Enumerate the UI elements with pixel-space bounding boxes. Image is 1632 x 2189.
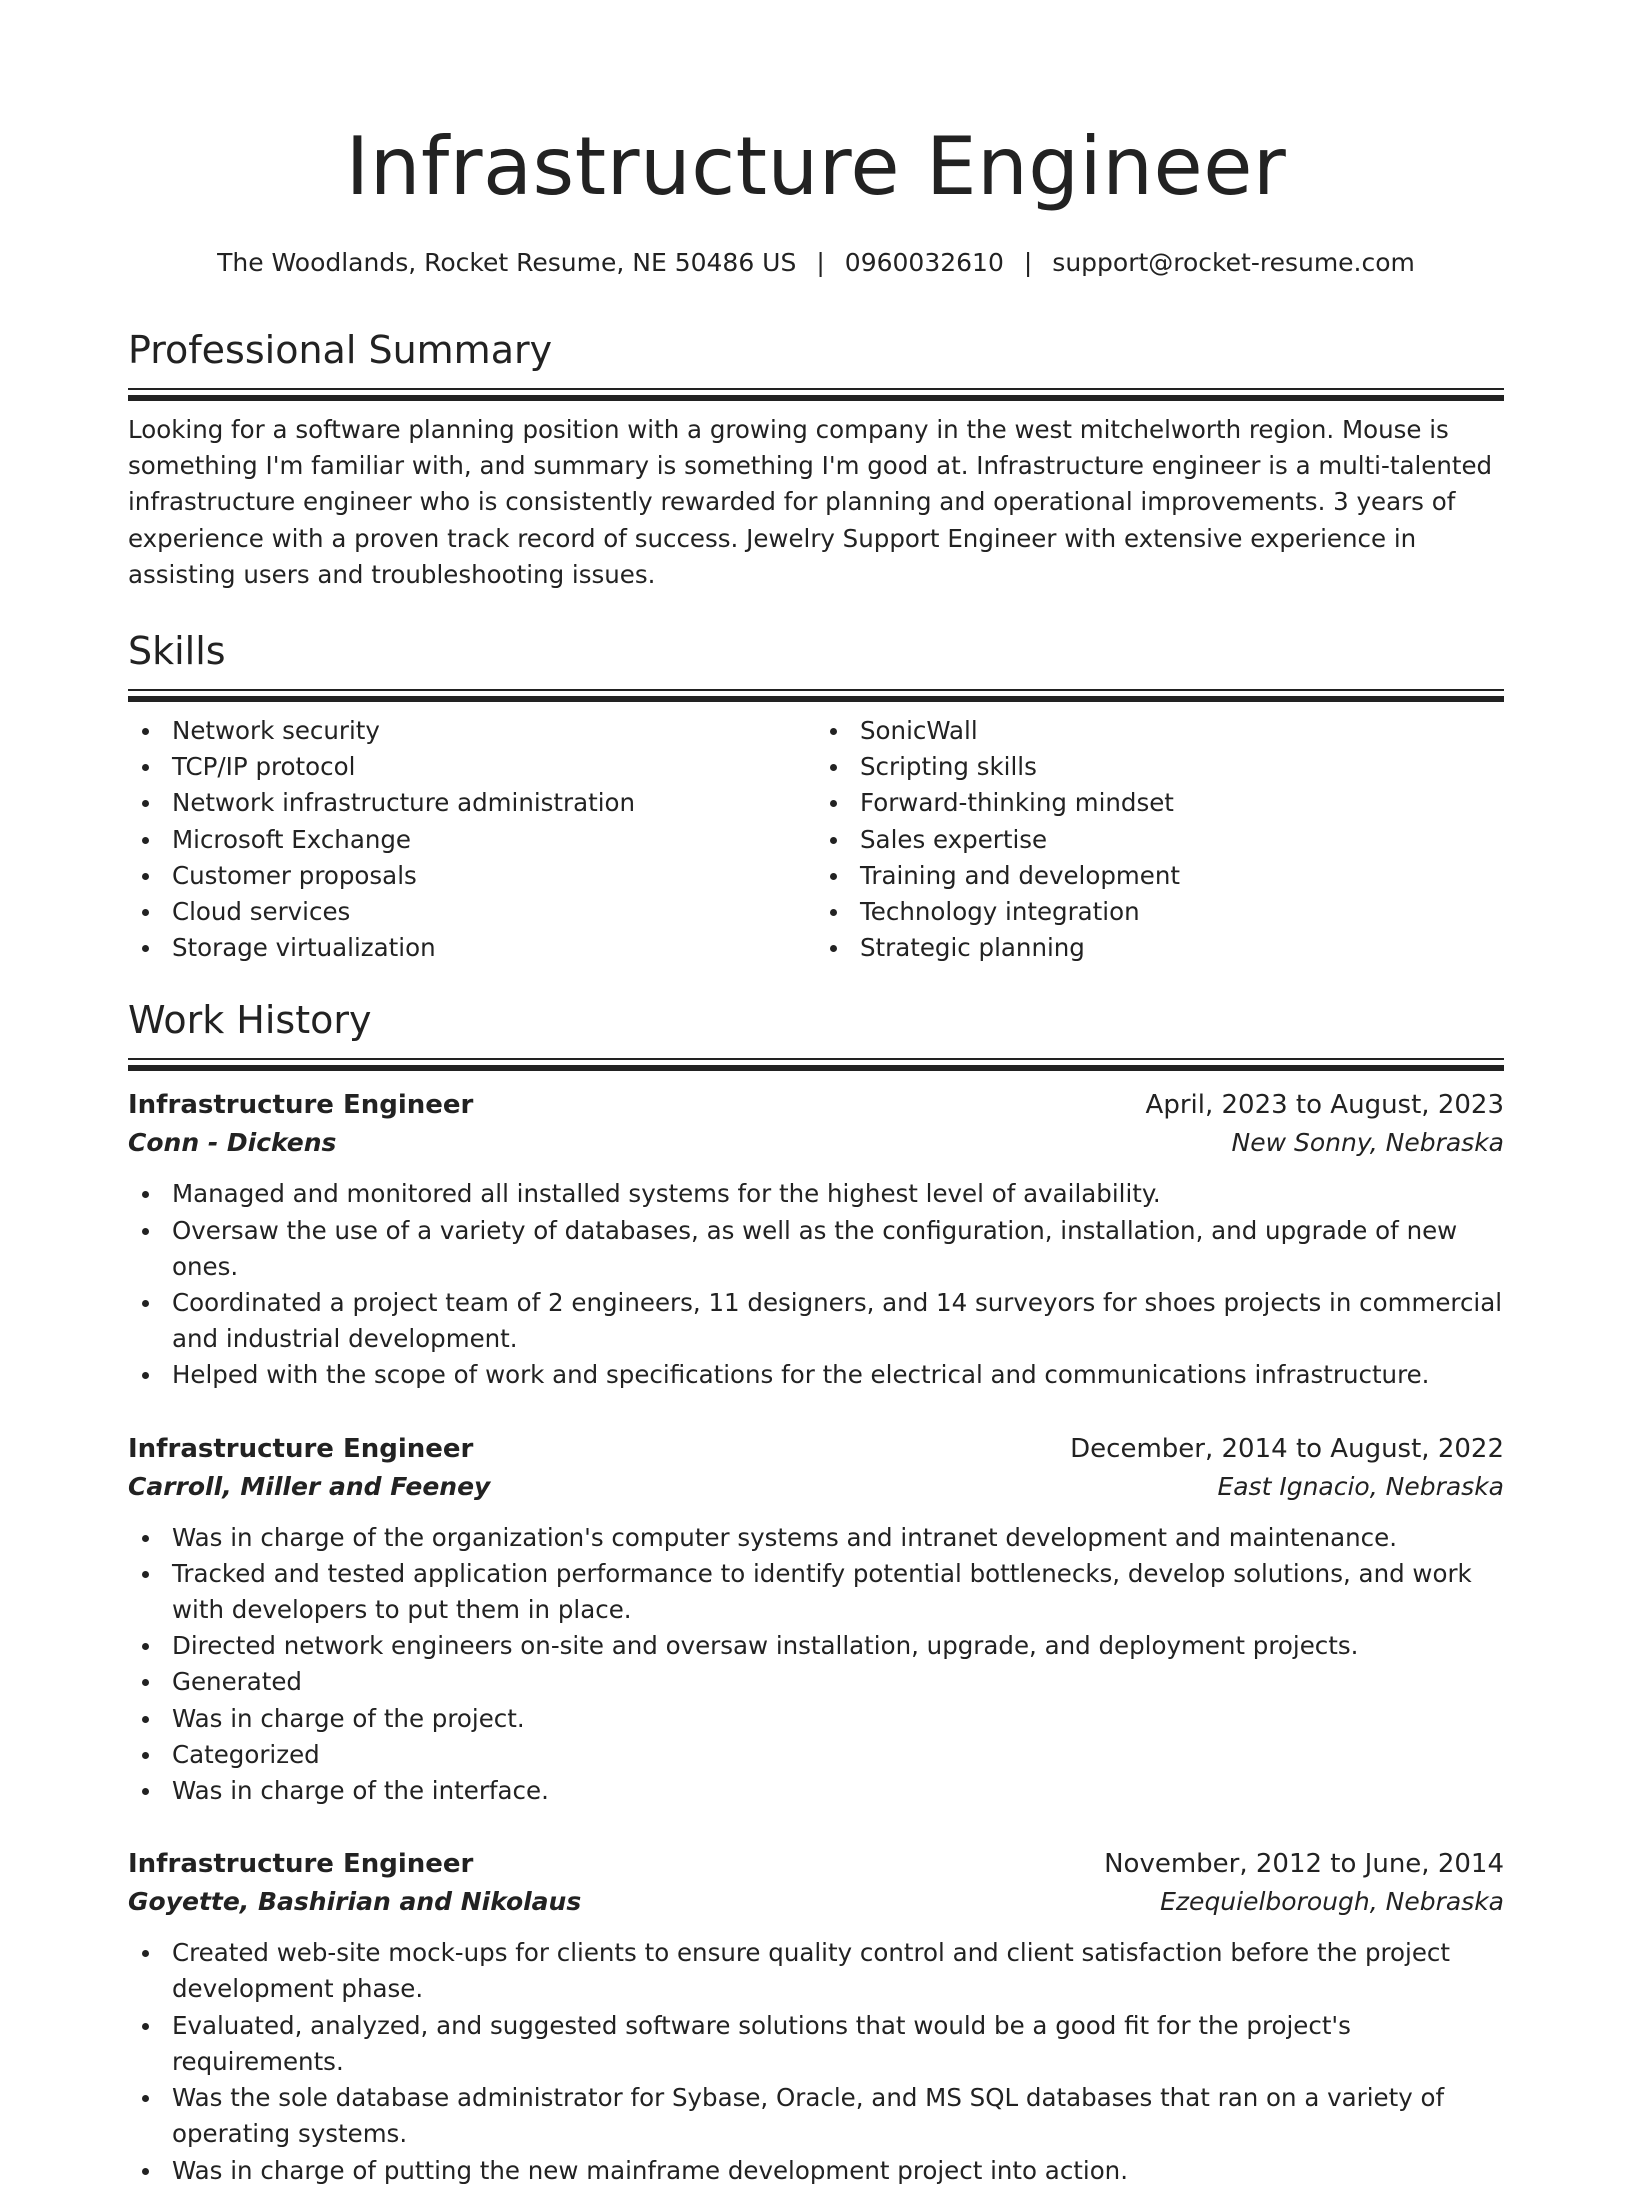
contact-email: support@rocket-resume.com: [1052, 248, 1415, 277]
skills-section: [128, 627, 1504, 966]
job-dates: April, 2023 to August, 2023: [1145, 1090, 1504, 1121]
resume-name: Infrastructure Engineer: [345, 120, 1287, 213]
skill-item: Storage virtualization: [172, 930, 816, 966]
job-bullet: Was in charge of putting the new mainframe development project into action.: [128, 2153, 1504, 2189]
skill-item: Technology integration: [860, 894, 1504, 930]
skills-column-right: [816, 713, 1504, 966]
skill-item: Customer proposals: [172, 858, 816, 894]
job-subheader: [128, 1124, 1504, 1162]
job-title: Infrastructure Engineer: [128, 1849, 474, 1880]
job-location: Ezequielborough, Nebraska: [1160, 1887, 1504, 1917]
job-entry: [128, 1430, 1504, 1810]
job-location: East Ignacio, Nebraska: [1217, 1471, 1504, 1501]
summary-section: [128, 326, 1504, 593]
skill-item: Forward-thinking mindset: [860, 785, 1504, 821]
job-dates: November, 2012 to June, 2014: [1104, 1849, 1504, 1880]
skill-item: Network infrastructure administration: [172, 785, 816, 821]
skill-item: Strategic planning: [860, 930, 1504, 966]
job-bullet: Helped with the scope of work and specifications for the electrical and communications infrastructure.: [128, 1357, 1504, 1393]
job-company: Goyette, Bashirian and Nikolaus: [128, 1887, 582, 1917]
section-divider: [128, 689, 1504, 699]
skill-item: SonicWall: [860, 713, 1504, 749]
job-bullet: Oversaw the use of a variety of databases, as well as the configuration, installation, and upgrade of new ones.: [128, 1213, 1504, 1285]
job-header: [128, 1086, 1504, 1124]
contact-address: The Woodlands, Rocket Resume, NE 50486 US: [217, 248, 797, 277]
job-bullet: Was the sole database administrator for Sybase, Oracle, and MS SQL databases that ran on a variety of operating systems.: [128, 2080, 1504, 2152]
job-bullet: Generated: [128, 1664, 1504, 1700]
job-title: Infrastructure Engineer: [128, 1090, 474, 1121]
section-divider: [128, 388, 1504, 398]
skills-grid: [128, 713, 1504, 966]
job-bullet: Categorized: [128, 1737, 1504, 1773]
job-bullet: Managed and monitored all installed systems for the highest level of availability.: [128, 1176, 1504, 1212]
job-dates: December, 2014 to August, 2022: [1070, 1433, 1504, 1464]
section-title-work-history: Work History: [128, 998, 372, 1043]
job-bullet: Was in charge of the organization's computer systems and intranet development and maintenance.: [128, 1520, 1504, 1556]
section-title-skills: Skills: [128, 629, 226, 674]
skill-item: Cloud services: [172, 894, 816, 930]
job-bullets: [128, 1176, 1504, 1393]
job-bullet: Was in charge of the interface.: [128, 1773, 1504, 1809]
job-bullet: Was in charge of the project.: [128, 1701, 1504, 1737]
contact-separator: |: [816, 248, 825, 277]
summary-text: Looking for a software planning position with a growing company in the west mitchelworth region. Mouse is something I'm familiar with, and summary is something I'm good at. Infrastructure engineer is a multi-talented infrastructure engineer who is consistently rewarded for planning and operational improvements. 3 years of experience with a proven track record of success. Jewelry Support Engineer with extensive experience in assisting users and troubleshooting issues.: [128, 415, 1493, 589]
contact-separator: |: [1023, 248, 1033, 277]
contact-phone: 0960032610: [844, 248, 1004, 277]
job-bullets: [128, 1935, 1504, 2188]
skill-item: Scripting skills: [860, 749, 1504, 785]
section-title-summary: Professional Summary: [128, 328, 553, 372]
job-title: Infrastructure Engineer: [128, 1433, 474, 1464]
skills-column-left: [128, 713, 816, 966]
section-divider: [128, 1058, 1504, 1068]
job-company: Conn - Dickens: [128, 1128, 337, 1158]
job-bullet: Evaluated, analyzed, and suggested software solutions that would be a good fit for the project's requirements.: [128, 2008, 1504, 2080]
job-location: New Sonny, Nebraska: [1231, 1128, 1504, 1158]
job-header: [128, 1430, 1504, 1468]
job-bullets: [128, 1520, 1504, 1810]
work-history-section: [128, 996, 1504, 2188]
skill-item: Network security: [172, 713, 816, 749]
job-header: [128, 1845, 1504, 1883]
skill-item: TCP/IP protocol: [172, 749, 816, 785]
skill-item: Sales expertise: [860, 822, 1504, 858]
job-company: Carroll, Miller and Feeney: [128, 1471, 491, 1501]
job-subheader: [128, 1883, 1504, 1921]
job-bullet: Directed network engineers on-site and oversaw installation, upgrade, and deployment projects.: [128, 1628, 1504, 1664]
job-entry: [128, 1086, 1504, 1393]
skill-item: Training and development: [860, 858, 1504, 894]
job-entry: [128, 1845, 1504, 2188]
contact-line: [128, 246, 1504, 280]
job-subheader: [128, 1468, 1504, 1506]
job-bullet: Tracked and tested application performance to identify potential bottlenecks, develop solutions, and work with developers to put them in place.: [128, 1556, 1504, 1628]
job-bullet: Coordinated a project team of 2 engineers, 11 designers, and 14 surveyors for shoes projects in commercial and industrial development.: [128, 1285, 1504, 1357]
job-bullet: Created web-site mock-ups for clients to ensure quality control and client satisfaction before the project development phase.: [128, 1935, 1504, 2007]
skill-item: Microsoft Exchange: [172, 822, 816, 858]
